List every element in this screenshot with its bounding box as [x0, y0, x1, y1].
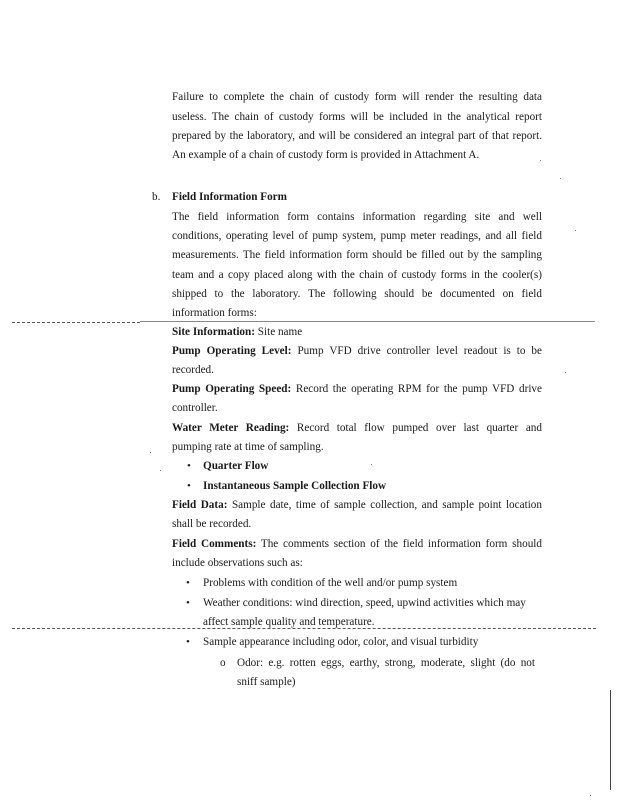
field-data-cont: shall be recorded. — [172, 518, 252, 530]
site-info-line — [172, 325, 302, 339]
intro-line-3: prepared by the laboratory, and will be considered an integral part of that report. — [172, 130, 542, 142]
observation-2: Weather conditions: wind direction, speed, upwind activities which may — [203, 597, 526, 609]
scan-rule-left-upper — [12, 322, 140, 323]
section-marker: b. — [152, 191, 161, 203]
site-info-label: Site Information: — [172, 326, 255, 338]
scan-speck — [575, 230, 576, 231]
intro-line-1: Failure to complete the chain of custody form will render the resulting data — [172, 91, 542, 103]
scan-speck — [371, 464, 372, 465]
pump-level-cont: recorded. — [172, 364, 214, 376]
observation-1: Problems with condition of the well and/or pump system — [203, 577, 458, 589]
scan-edge-line — [610, 690, 611, 790]
flow-bullet-2: Instantaneous Sample Collection Flow — [203, 480, 387, 492]
scan-speck — [565, 372, 566, 373]
field-comments-cont: include observations such as: — [172, 557, 303, 569]
observation-1-glyph: • — [186, 577, 190, 589]
intro-line-2: useless. The chain of custody forms will be included in the analytical report — [172, 111, 542, 123]
field-data-line — [172, 498, 542, 512]
section-para-line-5: shipped to the laboratory. The following should be documented on field — [172, 288, 542, 300]
section-heading: Field Information Form — [172, 191, 287, 203]
water-meter-cont: pumping rate at time of sampling. — [172, 441, 324, 453]
field-data-text: Sample date, time of sample collection, and sample point location — [227, 499, 542, 511]
section-para-line-2: conditions, operating level of pump system, pump meter readings, and all field — [172, 230, 542, 242]
section-para-line-6: information forms: — [172, 307, 257, 319]
observation-2-glyph: • — [186, 597, 190, 609]
flow-bullet-1-glyph: • — [187, 460, 191, 472]
scan-speck — [590, 795, 591, 796]
observation-2-cont: affect sample quality and temperature. — [203, 616, 375, 628]
scan-speck — [560, 178, 561, 179]
scan-speck — [150, 452, 151, 453]
sub-bullet-line-1: Odor: e.g. rotten eggs, earthy, strong, moderate, slight (do not — [237, 657, 535, 669]
observation-3-glyph: • — [186, 636, 190, 648]
sub-bullet-line-2: sniff sample) — [237, 676, 296, 688]
section-para-line-3: measurements. The field information form should be filled out by the sampling — [172, 249, 542, 261]
section-para-line-4: team and a copy placed along with the chain of custody forms in the cooler(s) — [172, 269, 542, 281]
sub-bullet-marker: o — [220, 657, 226, 669]
field-data-label: Field Data: — [172, 499, 228, 511]
site-info-text: Site name — [254, 326, 303, 338]
pump-level-line — [172, 344, 542, 358]
observation-3: Sample appearance including odor, color, and visual turbidity — [203, 636, 479, 648]
scan-rule-lower — [12, 628, 596, 629]
pump-level-text: Pump VFD drive controller level readout is to be — [291, 345, 542, 357]
scan-rule-upper — [140, 321, 595, 322]
water-meter-text: Record total flow pumped over last quarter and — [289, 422, 542, 434]
flow-bullet-2-glyph: • — [187, 480, 191, 492]
field-comments-text: The comments section of the field information form should — [256, 538, 542, 550]
scan-speck — [540, 160, 541, 161]
intro-line-4: An example of a chain of custody form is provided in Attachment A. — [172, 149, 480, 161]
pump-speed-text: Record the operating RPM for the pump VFD drive — [291, 383, 542, 395]
water-meter-label: Water Meter Reading: — [172, 422, 290, 434]
field-comments-line — [172, 537, 542, 551]
pump-level-label: Pump Operating Level: — [172, 345, 292, 357]
water-meter-line — [172, 421, 542, 435]
section-para-line-1: The field information form contains information regarding site and well — [172, 211, 542, 223]
scan-speck — [160, 470, 161, 471]
flow-bullet-1: Quarter Flow — [203, 460, 269, 472]
field-comments-label: Field Comments: — [172, 538, 257, 550]
pump-speed-line — [172, 382, 542, 396]
pump-speed-cont: controller. — [172, 402, 218, 414]
pump-speed-label: Pump Operating Speed: — [172, 383, 292, 395]
